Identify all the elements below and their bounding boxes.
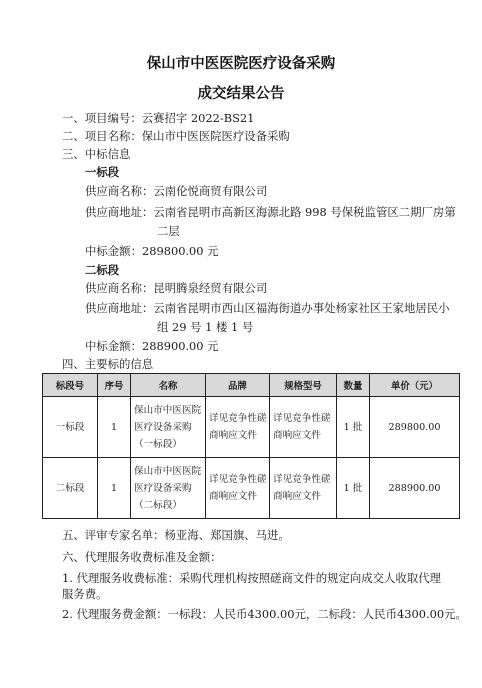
- main-items-heading: 四、主要标的信息: [62, 357, 154, 371]
- cell-quantity: 1 批: [337, 458, 370, 519]
- project-name: 二、项目名称：保山市中医医院医疗设备采购: [62, 129, 290, 143]
- cell-unit-price: 288900.00: [370, 458, 460, 519]
- header-unit-price: 单价（元）: [370, 374, 460, 397]
- fee-standard-cont: 服务费。: [62, 587, 108, 601]
- cell-seq: 1: [98, 397, 131, 458]
- fee-heading: 六、代理服务收费标准及金额：: [62, 550, 222, 564]
- cell-spec: 详见竞争性磋商响应文件: [270, 458, 337, 519]
- project-number: 一、项目编号：云赛招字 2022-BS21: [62, 111, 255, 125]
- cell-name: 保山市中医医院医疗设备采购（二标段）: [131, 458, 206, 519]
- document-title: 保山市中医医院医疗设备采购: [146, 56, 336, 72]
- cell-unit-price: 289800.00: [370, 397, 460, 458]
- lot2-supplier-address: 供应商地址：云南省昆明市西山区福海街道办事处杨家社区王家地居民小: [85, 301, 450, 315]
- lot1-supplier-address: 供应商地址：云南省昆明市高新区海源北路 998 号保税监管区二期厂房第: [85, 205, 456, 219]
- lot2-supplier-name: 供应商名称：昆明腾泉经贸有限公司: [85, 281, 268, 295]
- lot1-heading: 一标段: [85, 165, 120, 179]
- table-header-row: [43, 374, 460, 397]
- cell-spec: 详见竞争性磋商响应文件: [270, 397, 337, 458]
- cell-brand: 详见竞争性磋商响应文件: [206, 458, 270, 519]
- header-spec: 规格型号: [270, 374, 337, 397]
- header-quantity: 数量: [337, 374, 370, 397]
- cell-brand: 详见竞争性磋商响应文件: [206, 397, 270, 458]
- items-table: [42, 373, 460, 519]
- lot1-supplier-address-cont: 二层: [157, 224, 180, 238]
- header-name: 名称: [131, 374, 206, 397]
- experts-line: 五、评审专家名单：杨亚海、郑国旗、马进。: [62, 528, 290, 542]
- lot2-supplier-address-cont: 组 29 号 1 楼 1 号: [157, 320, 254, 334]
- lot1-amount: 中标金额：289800.00 元: [85, 244, 219, 258]
- cell-lot: 一标段: [43, 397, 98, 458]
- header-brand: 品牌: [206, 374, 270, 397]
- bid-info-heading: 三、中标信息: [62, 147, 131, 161]
- fee-amount: 2. 代理服务费金额：一标段：人民币4300.00元，二标段：人民币4300.00元。: [62, 607, 467, 621]
- header-lot: 标段号: [43, 374, 98, 397]
- lot2-amount: 中标金额：288900.00 元: [85, 339, 219, 353]
- cell-name: 保山市中医医院医疗设备采购（一标段）: [131, 397, 206, 458]
- fee-standard: 1. 代理服务收费标准：采购代理机构按照磋商文件的规定向成交人收取代理: [62, 571, 441, 585]
- cell-quantity: 1 批: [337, 397, 370, 458]
- lot2-heading: 二标段: [85, 263, 120, 277]
- table-row: [43, 458, 460, 519]
- table-row: [43, 397, 460, 458]
- cell-seq: 1: [98, 458, 131, 519]
- header-seq: 序号: [98, 374, 131, 397]
- cell-lot: 二标段: [43, 458, 98, 519]
- lot1-supplier-name: 供应商名称：云南伦悦商贸有限公司: [85, 184, 268, 198]
- document-subtitle: 成交结果公告: [197, 86, 285, 102]
